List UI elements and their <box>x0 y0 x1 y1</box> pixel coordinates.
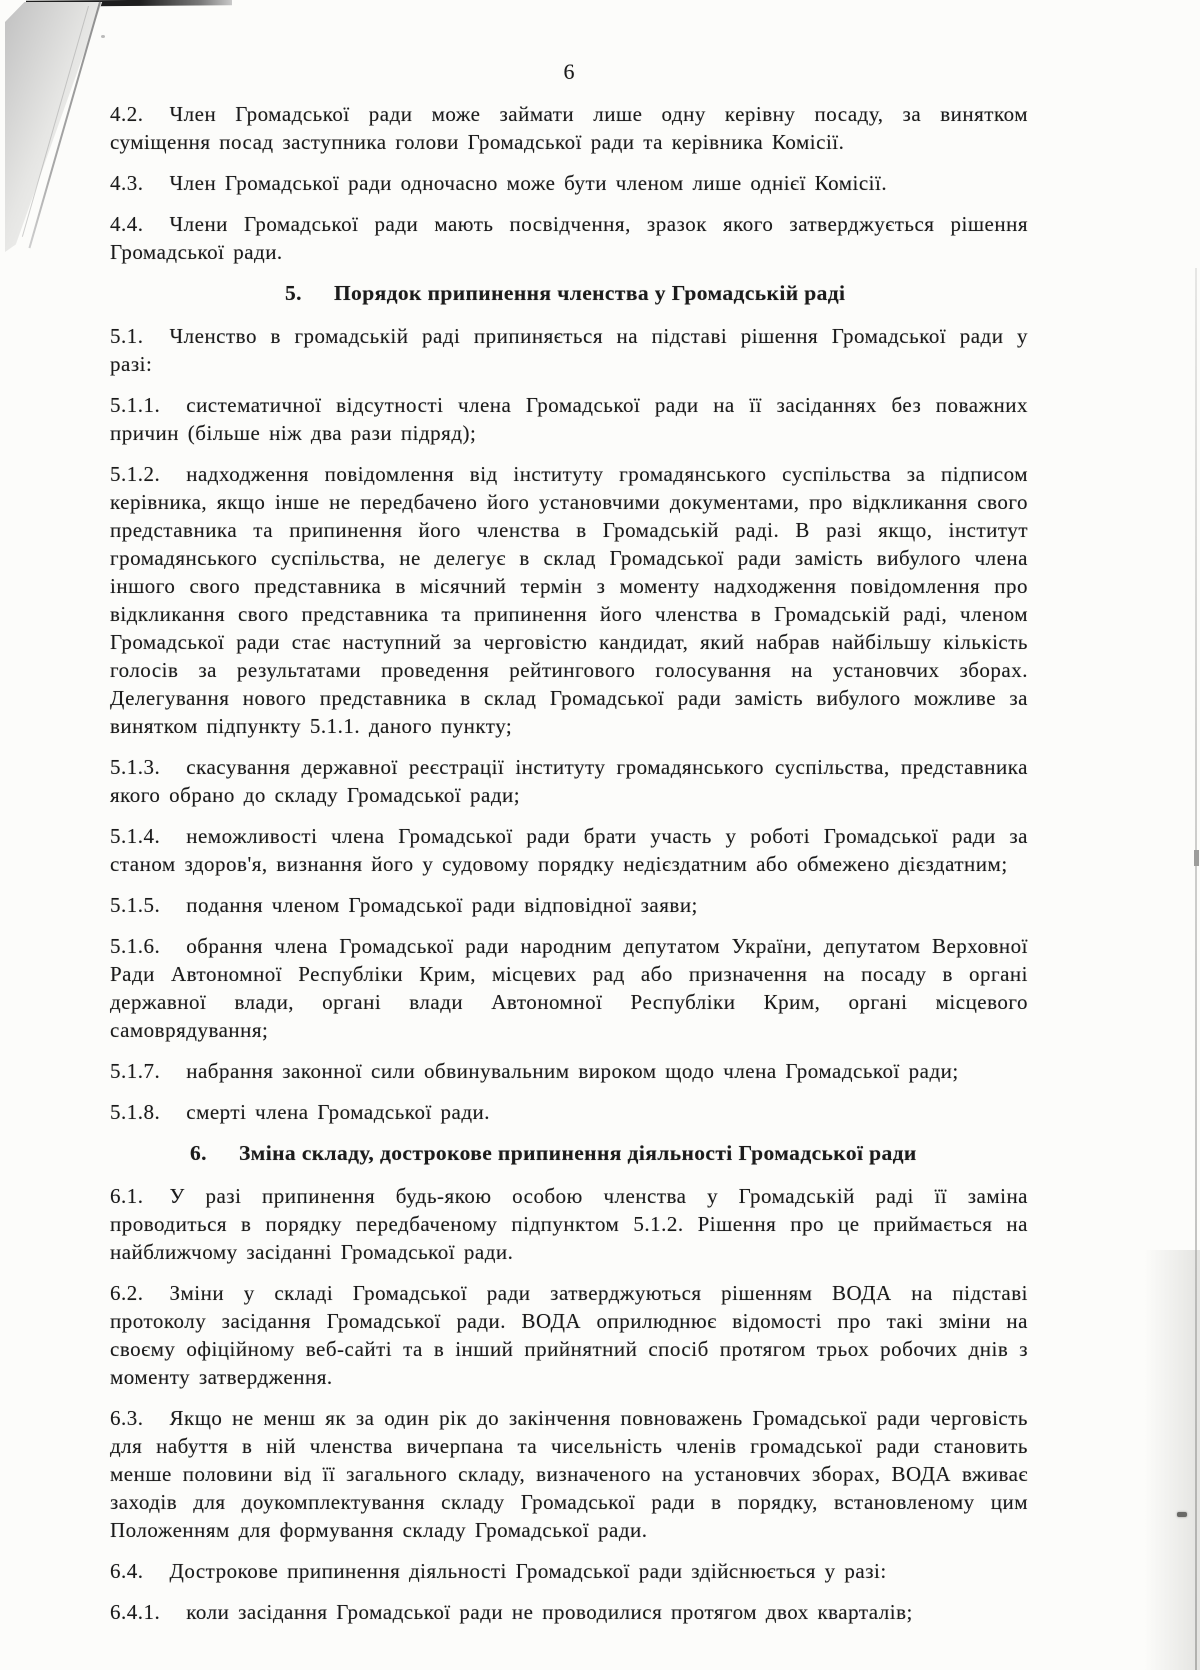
clause-4-3 <box>110 169 1028 197</box>
scan-corner-shadow <box>1130 1250 1200 1670</box>
clause-text: Якщо не менш як за один рік до закінчення повноважень Громадської ради черговість для набуття в ній членства вичерпана та чисельність членів громадської ради становить менше половини від її загального складу, визначеного на установчих зборах, ВОДА вживає заходів для доукомплектування складу Громадської ради в порядку, встановленому цим Положенням для формування складу Громадської ради. <box>110 1406 1028 1542</box>
page-number: 6 <box>563 59 575 84</box>
section-number: 6. <box>190 1141 207 1165</box>
clause-number: 4.2. <box>110 102 144 126</box>
section-heading-5 <box>110 279 1028 307</box>
clause-6-2 <box>110 1279 1028 1391</box>
clause-number: 5.1. <box>110 324 144 348</box>
section-number: 5. <box>285 281 302 305</box>
clause-text: надходження повідомлення від інституту громадянського суспільства за підписом керівника, якщо інше не передбачено його установчими документами, про відкликання свого представника та припинення його членства в Громадській раді. В разі якщо, інститут громадянського суспільства, не делегує в склад Громадської ради замість вибулого члена іншого свого представника в місячний термін з моменту надходження повідомлення про відкликання свого представника та припинення його членства в Громадській раді, членом Громадської ради стає наступний за черговістю кандидат, який набрав найбільшу кількість голосів за результатами проведення рейтингового голосування на установчих зборах. Делегування нового представника в склад Громадської ради замість вибулого можливе за винятком підпункту 5.1.1. даного пункту; <box>110 462 1028 738</box>
clause-number: 5.1.5. <box>110 893 161 917</box>
clause-text: Члени Громадської ради мають посвідчення, зразок якого затверджується рішення Громадської ради. <box>110 212 1028 264</box>
clause-text: Зміни у складі Громадської ради затверджуються рішенням ВОДА на підставі протоколу засідання Громадської ради. ВОДА оприлюднює відомості про такі зміни на своєму офіційному веб-сайті та в інший прийнятний спосіб протягом трьох робочих днів з моменту затвердження. <box>110 1281 1028 1389</box>
clause-5-1 <box>110 322 1028 378</box>
clause-number: 6.1. <box>110 1184 144 1208</box>
clause-number: 5.1.4. <box>110 824 161 848</box>
clause-6-4-1 <box>110 1598 1028 1626</box>
clause-number: 4.4. <box>110 212 144 236</box>
clause-text: скасування державної реєстрації інституту громадянського суспільства, представника якого обрано до складу Громадської ради; <box>110 755 1028 807</box>
clause-text: обрання члена Громадської ради народним депутатом України, депутатом Верховної Ради Автономної Республіки Крим, місцевих рад або призначення на посаду в органі державної влади, органі влади Автономної Республіки Крим, органі місцевого самоврядування; <box>110 934 1028 1042</box>
scan-fold-corner-artifact <box>5 2 113 252</box>
clause-5-1-1 <box>110 391 1028 447</box>
clause-text: Член Громадської ради одночасно може бути членом лише однієї Комісії. <box>169 171 888 195</box>
clause-text: У разі припинення будь-якою особою членства у Громадській раді її заміна проводиться в порядку передбаченому підпунктом 5.1.2. Рішення про це приймається на найближчому засіданні Громадської ради. <box>110 1184 1028 1264</box>
scan-right-edge-tick <box>1194 850 1199 866</box>
clause-number: 6.3. <box>110 1406 144 1430</box>
clause-text: смерті члена Громадської ради. <box>186 1100 491 1124</box>
clause-text: систематичної відсутності члена Громадської ради на її засіданнях без поважних причин (більше ніж два рази підряд); <box>110 393 1028 445</box>
clause-6-1 <box>110 1182 1028 1266</box>
section-heading-6 <box>110 1139 1028 1167</box>
clause-5-1-4 <box>110 822 1028 878</box>
clause-number: 5.1.1. <box>110 393 161 417</box>
clause-5-1-8 <box>110 1098 1028 1126</box>
clause-4-2 <box>110 100 1028 156</box>
clause-5-1-6 <box>110 932 1028 1044</box>
clause-5-1-2 <box>110 460 1028 740</box>
clause-number: 5.1.6. <box>110 934 161 958</box>
clause-5-1-7 <box>110 1057 1028 1085</box>
clause-text: Член Громадської ради може займати лише одну керівну посаду, за винятком суміщення посад заступника голови Громадської ради та керівника Комісії. <box>110 102 1028 154</box>
clause-5-1-3 <box>110 753 1028 809</box>
clause-text: Дострокове припинення діяльності Громадської ради здійснюється у разі: <box>169 1559 887 1583</box>
clause-number: 5.1.2. <box>110 462 161 486</box>
clause-number: 6.2. <box>110 1281 144 1305</box>
scan-speckle-artifact <box>101 35 105 38</box>
document-page <box>110 58 1028 1639</box>
clause-number: 6.4.1. <box>110 1600 161 1624</box>
clause-6-4 <box>110 1557 1028 1585</box>
clause-5-1-5 <box>110 891 1028 919</box>
clause-text: набрання законної сили обвинувальним вироком щодо члена Громадської ради; <box>186 1059 959 1083</box>
section-title: Порядок припинення членства у Громадській раді <box>333 281 846 305</box>
clause-text: подання членом Громадської ради відповідної заяви; <box>186 893 698 917</box>
clause-number: 5.1.8. <box>110 1100 161 1124</box>
clause-number: 6.4. <box>110 1559 144 1583</box>
clause-number: 5.1.3. <box>110 755 161 779</box>
clause-number: 4.3. <box>110 171 144 195</box>
clause-number: 5.1.7. <box>110 1059 161 1083</box>
clause-text: неможливості члена Громадської ради брати участь у роботі Громадської ради за станом здоров'я, визнання його у судовому порядку недієздатним або обмежено дієздатним; <box>110 824 1028 876</box>
clause-6-3 <box>110 1404 1028 1544</box>
clause-text: коли засідання Громадської ради не проводилися протягом двох кварталів; <box>186 1600 913 1624</box>
clause-4-4 <box>110 210 1028 266</box>
section-title: Зміна складу, дострокове припинення діяльності Громадської ради <box>238 1141 917 1165</box>
clause-text: Членство в громадській раді припиняється на підставі рішення Громадської ради у разі: <box>110 324 1028 376</box>
